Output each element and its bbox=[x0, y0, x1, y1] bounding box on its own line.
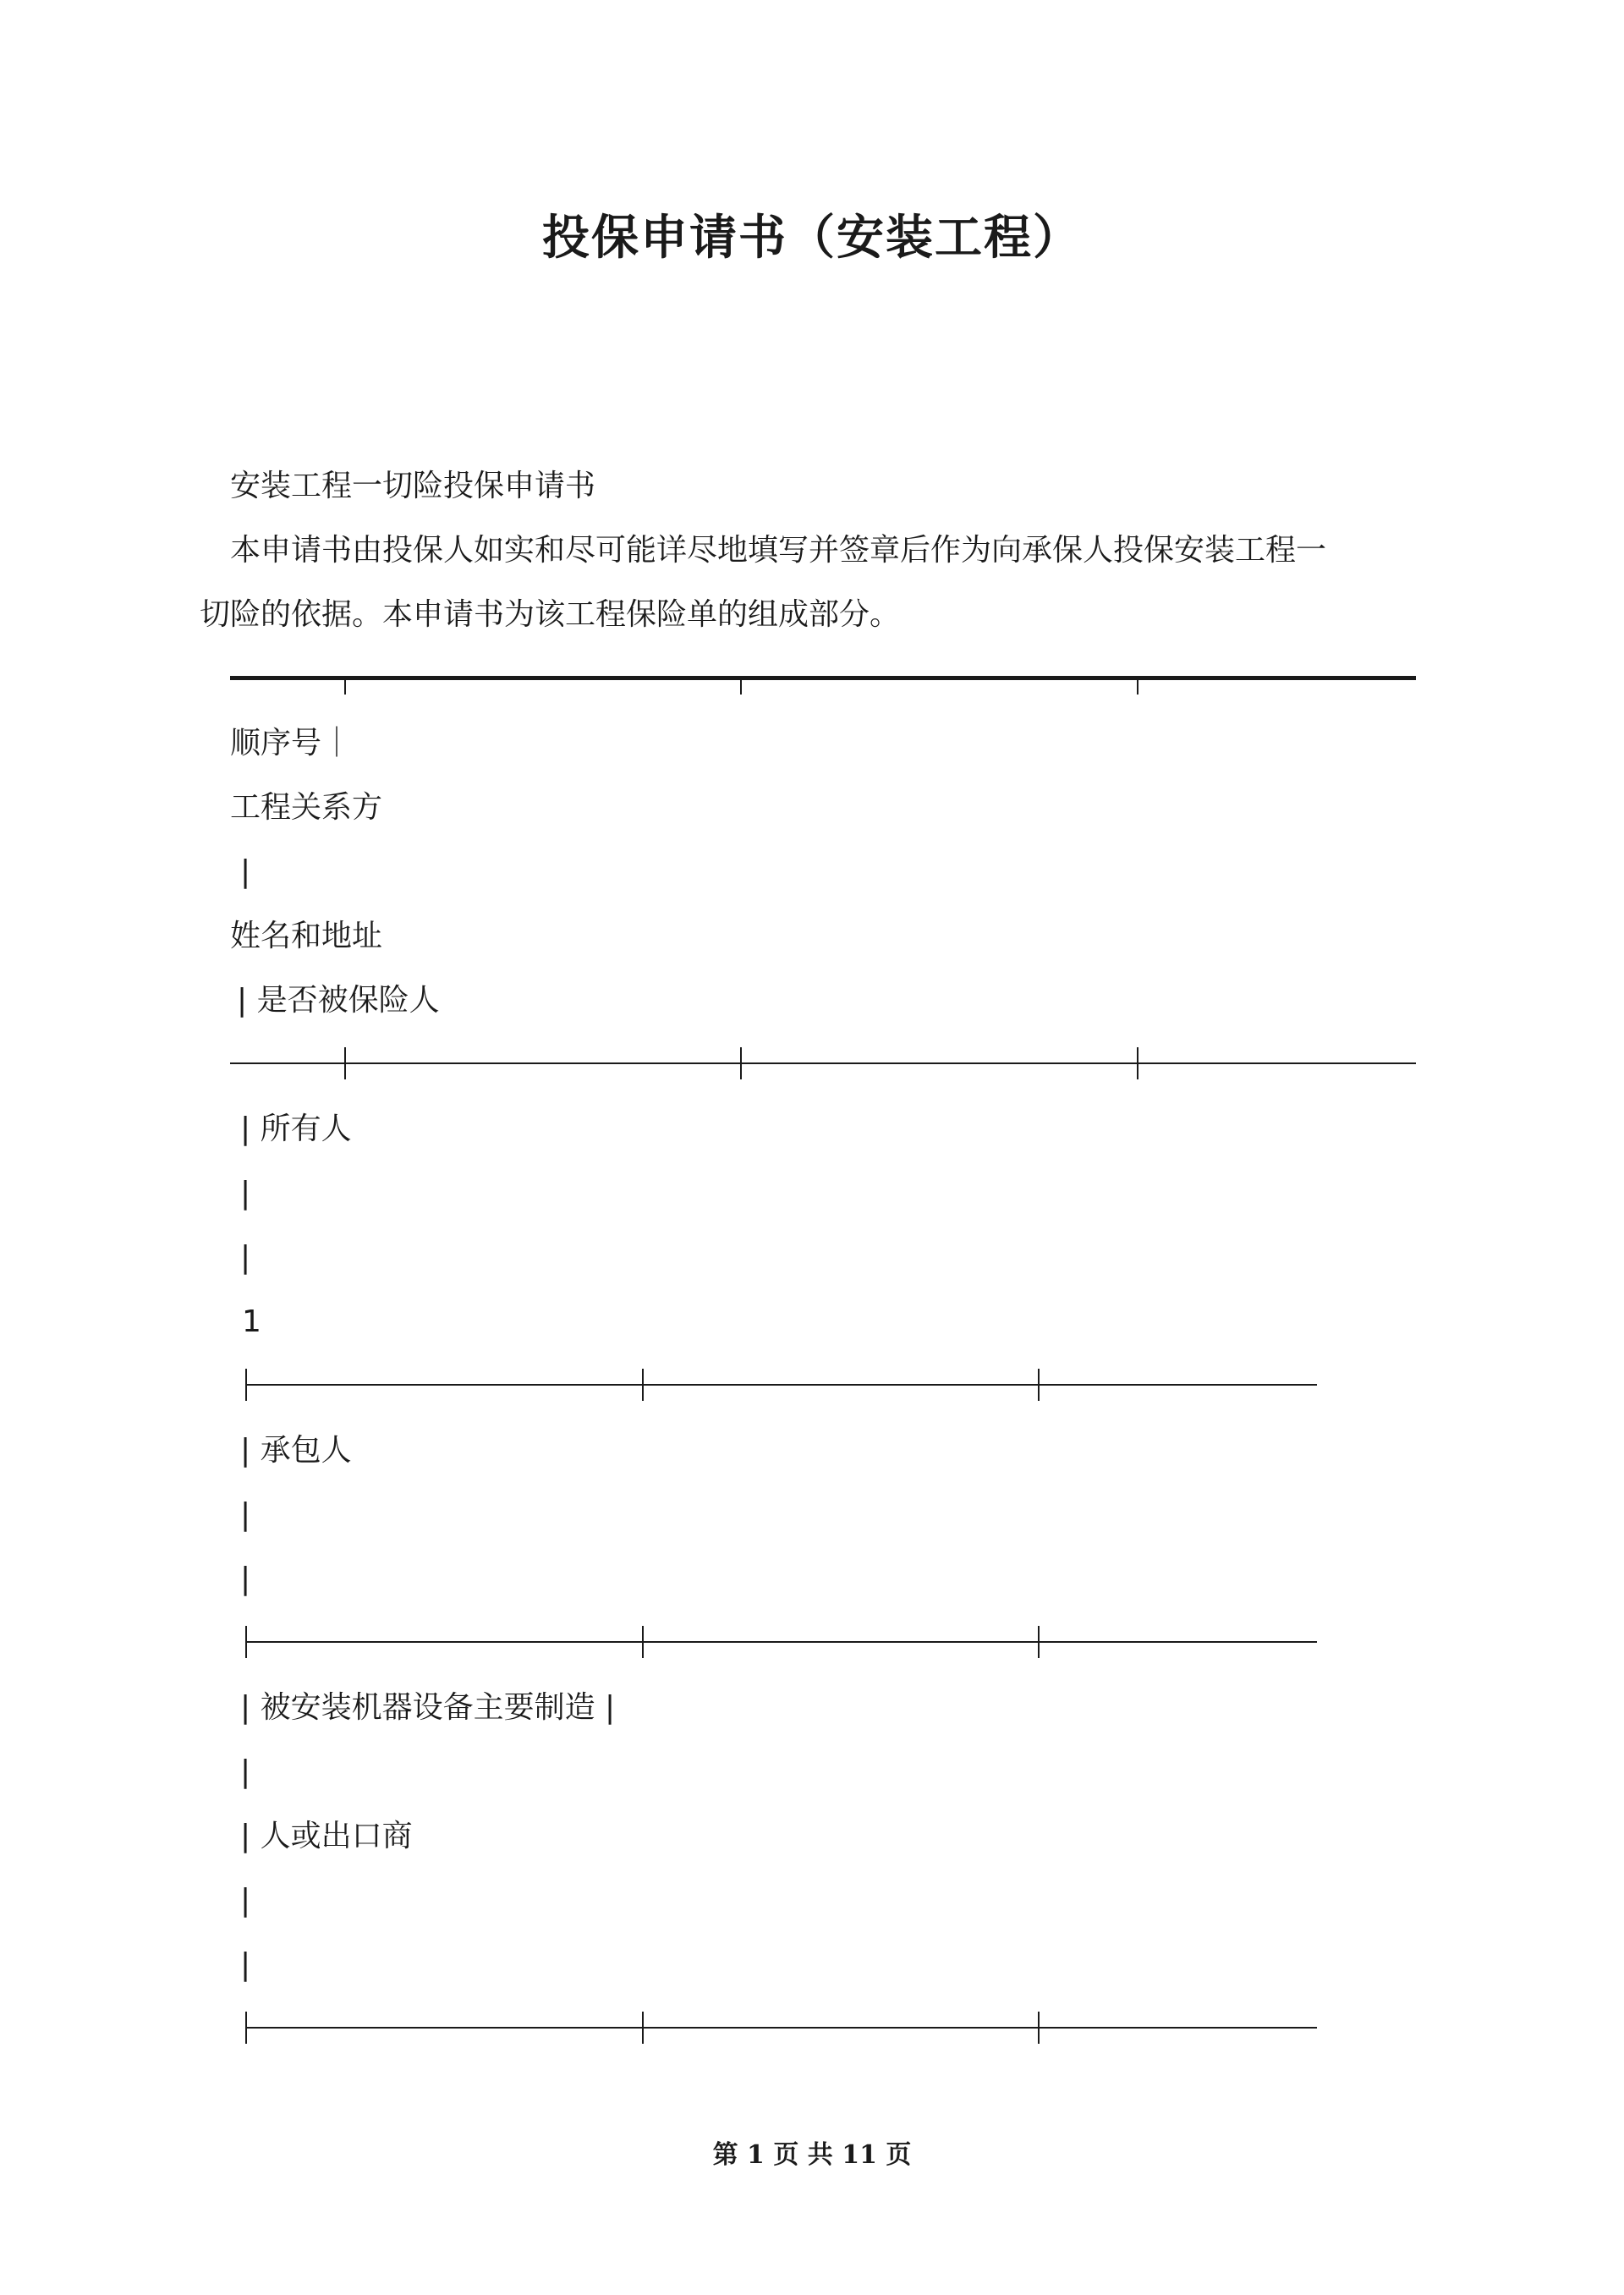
row-owner-separator-2: | bbox=[240, 1240, 251, 1275]
row-manufacturer-label: | 被安装机器设备主要制造 | bbox=[240, 1690, 616, 1725]
row-contractor-separator-2: | bbox=[240, 1562, 251, 1596]
page-number: 第 1 页 共 11 页 bbox=[712, 2140, 912, 2170]
header-rule-tick-3 bbox=[1137, 1047, 1138, 1079]
table-top-tick-2 bbox=[740, 678, 742, 695]
header-bottom-rule bbox=[230, 1062, 1416, 1064]
row-manufacturer-bottom-rule bbox=[245, 2027, 1317, 2029]
table-top-tick-1 bbox=[344, 678, 346, 695]
row-manufacturer-tick-1 bbox=[642, 2012, 644, 2044]
row-manufacturer-tick-2 bbox=[1038, 2012, 1040, 2044]
header-separator: | bbox=[240, 854, 251, 889]
row-contractor-separator-1: | bbox=[240, 1497, 251, 1532]
page-title: 投保申请书（安装工程） bbox=[542, 211, 1082, 266]
row-contractor-tick-1 bbox=[642, 1626, 644, 1658]
row-owner-bottom-rule bbox=[245, 1384, 1317, 1386]
table-top-rule bbox=[230, 676, 1416, 680]
header-sequence-number: 顺序号｜ bbox=[230, 726, 353, 760]
intro-paragraph-line-2: 切险的依据。本申请书为该工程保险单的组成部分。 bbox=[200, 597, 901, 632]
row-owner-tick-0 bbox=[245, 1369, 247, 1401]
table-top-tick-3 bbox=[1137, 678, 1138, 695]
row-manufacturer-separator-3: | bbox=[240, 1947, 251, 1982]
row-manufacturer-label-2: | 人或出口商 bbox=[240, 1819, 413, 1853]
row-contractor-label: | 承包人 bbox=[240, 1433, 352, 1468]
header-rule-tick-2 bbox=[740, 1047, 742, 1079]
header-rule-tick-1 bbox=[344, 1047, 346, 1079]
document-subtitle: 安装工程一切险投保申请书 bbox=[230, 469, 596, 503]
header-name-address: 姓名和地址 bbox=[230, 919, 383, 953]
header-is-insured: | 是否被保险人 bbox=[237, 983, 440, 1018]
row-contractor-tick-2 bbox=[1038, 1626, 1040, 1658]
row-contractor-tick-0 bbox=[245, 1626, 247, 1658]
row-owner-label: | 所有人 bbox=[240, 1112, 352, 1146]
row-owner-tick-2 bbox=[1038, 1369, 1040, 1401]
row-manufacturer-separator-2: | bbox=[240, 1883, 251, 1918]
header-party: 工程关系方 bbox=[230, 790, 383, 825]
row-owner-separator-1: | bbox=[240, 1176, 251, 1211]
intro-paragraph-line-1: 本申请书由投保人如实和尽可能详尽地填写并签章后作为向承保人投保安装工程一 bbox=[230, 533, 1327, 568]
row-contractor-bottom-rule bbox=[245, 1641, 1317, 1643]
row-manufacturer-tick-0 bbox=[245, 2012, 247, 2044]
row-manufacturer-separator-1: | bbox=[240, 1754, 251, 1789]
row-owner-number: 1 bbox=[242, 1304, 261, 1339]
row-owner-tick-1 bbox=[642, 1369, 644, 1401]
